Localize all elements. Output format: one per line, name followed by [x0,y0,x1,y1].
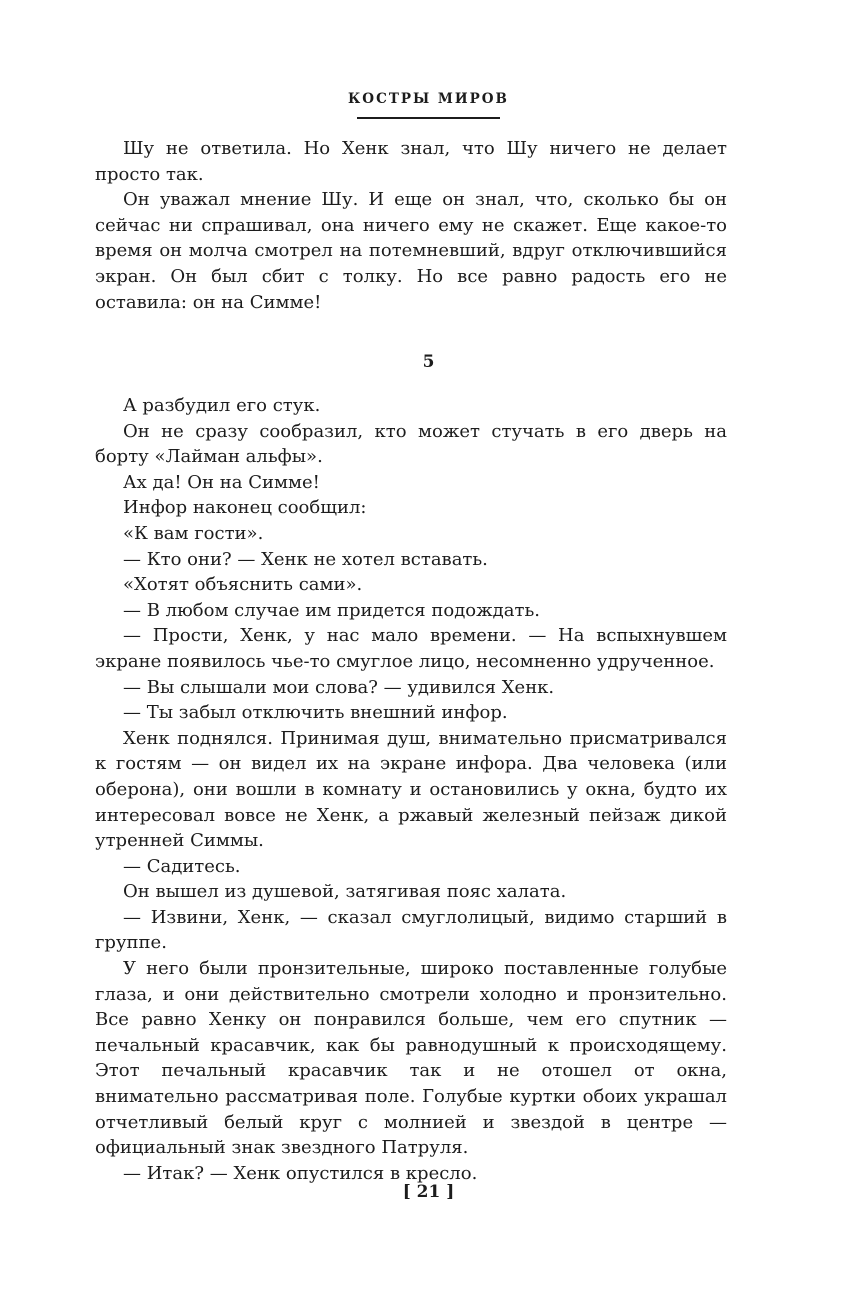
paragraph: Шу не ответила. Но Хенк знал, что Шу ничего не делает просто так. [95,138,727,185]
paragraph: Он уважал мнение Шу. И еще он знал, что, сколько бы он сейчас ни спрашивал, она ничего ему не скажет. Еще какое-то время он молча смотрел на потемневший, вдруг отключившийся экран. Он был сбит с толку. Но все равно радость его не оставила: он на Симме! [95,189,727,313]
paragraph: — Садитесь. [123,855,241,877]
paragraph: «К вам гости». [123,522,264,544]
paragraph: — Ты забыл отключить внешний инфор. [123,702,508,724]
header-rule [357,117,500,119]
paragraph: Он не сразу сообразил, кто может стучать в его дверь на борту «Лайман альфы». [95,420,727,468]
paragraph: — Извини, Хенк, — сказал смуглолицый, видимо старший в группе. [95,906,727,954]
paragraph: «Хотят объяснить сами». [123,574,363,596]
paragraph: — В любом случае им придется подождать. [123,599,540,621]
paragraph: — Прости, Хенк, у нас мало времени. — На вспыхнувшем экране появилось чье-то смуглое лицо, несомненно удрученное. [95,625,727,672]
paragraph: У него были пронзительные, широко поставленные голубые глаза, и они действительно смотрели холодно и пронзительно. Все равно Хенку он понравился больше, чем его спутник — печальный красавчик, как бы равнодушный к происходящему. Этот печальный красавчик так и не отошел от окна, внимательно рассматривая поле. Голубые куртки обоих украшал отчетливый белый круг с молнией и звездой в центре — официальный знак звездного Патруля. [95,958,727,1159]
paragraph: — Вы слышали мои слова? — удивился Хенк. [123,676,555,698]
paragraph: А разбудил его стук. [123,395,321,416]
page-number: [ 21 ] [402,1182,455,1202]
paragraph: — Кто они? — Хенк не хотел вставать. [123,548,488,570]
text-block-section-5 [95,393,727,1186]
paragraph: Хенк поднялся. Принимая душ, внимательно присматривался к гостям — он видел их на экране инфора. Два человека (или оберона), они вошли в комнату и остановились у окна, будто их интересовал вовсе не Хенк, а ржавый железный пейзаж дикой утренней Симмы. [95,727,727,852]
paragraph: Ах да! Он на Симме! [123,471,320,493]
section-number: 5 [422,352,435,372]
paragraph: Он вышел из душевой, затягивая пояс халата. [123,881,567,903]
text-block-before-section [95,136,727,315]
paragraph: Инфор наконец сообщил: [123,497,367,519]
running-title: КОСТРЫ МИРОВ [348,91,509,107]
paragraph: — Итак? — Хенк опустился в кресло. [123,1162,478,1184]
